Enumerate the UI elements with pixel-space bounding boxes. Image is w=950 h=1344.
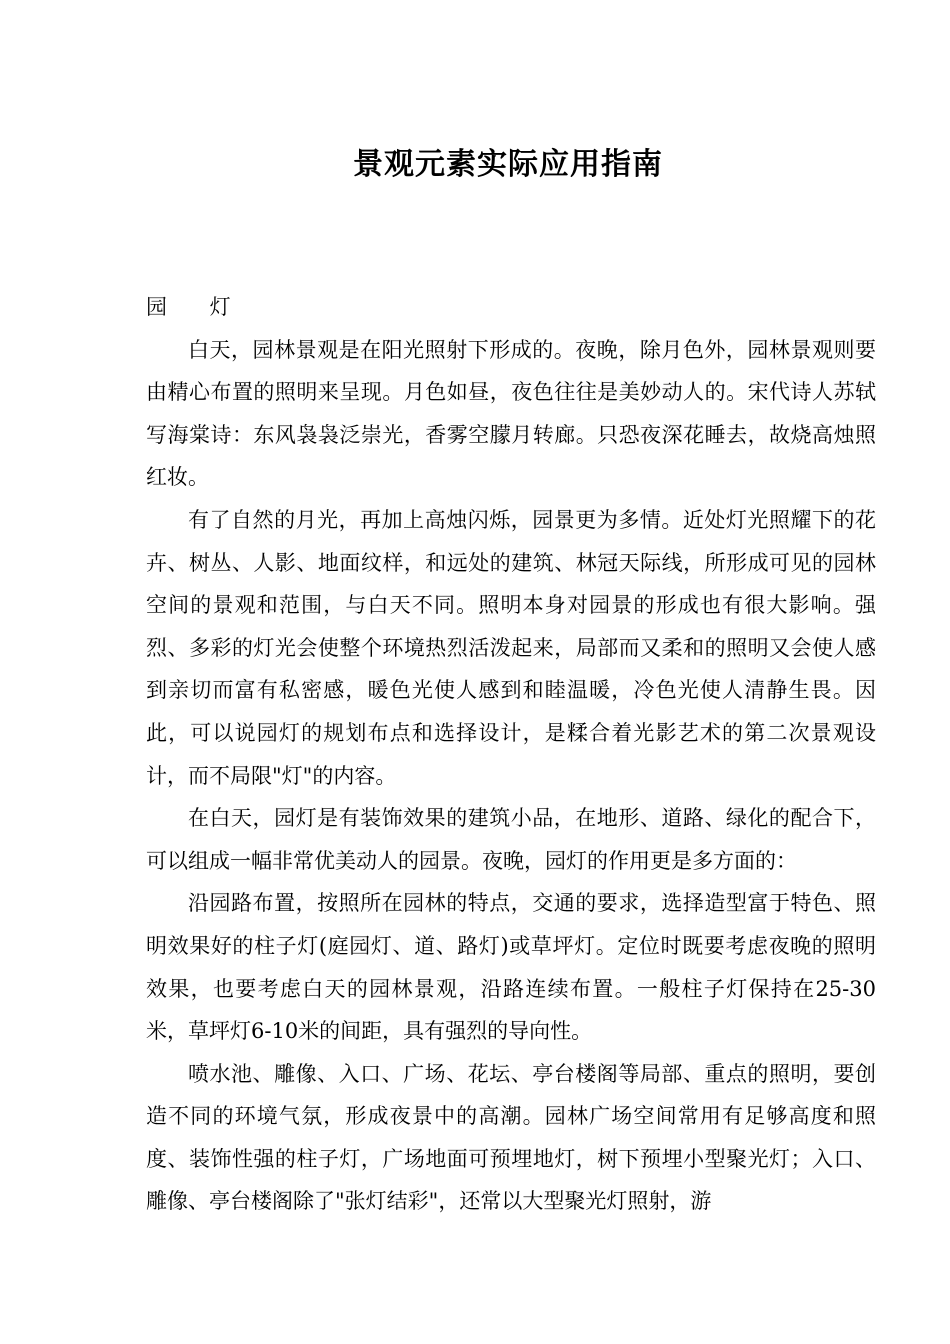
document-body [146,286,876,1223]
paragraph-5: 喷水池、雕像、入口、广场、花坛、亭台楼阁等局部、重点的照明，要创造不同的环境气氛，形成夜景中的高潮。园林广场空间常用有足够高度和照度、装饰性强的柱子灯，广场地面可预埋地灯，树下预埋小型聚光灯；入口、雕像、亭台楼阁除了"张灯结彩"，还常以大型聚光灯照射，游 [146,1061,876,1214]
paragraph-2: 有了自然的月光，再加上高烛闪烁，园景更为多情。近处灯光照耀下的花卉、树丛、人影、地面纹样，和远处的建筑、林冠天际线，所形成可见的园林空间的景观和范围，与白天不同。照明本身对园景的形成也有很大影响。强烈、多彩的灯光会使整个环境热烈活泼起来，局部而又柔和的照明又会使人感到亲切而富有私密感，暖色光使人感到和睦温暖，冷色光使人清静生畏。因此，可以说园灯的规划布点和选择设计，是糅合着光影艺术的第二次景观设计，而不局限"灯"的内容。 [146,507,876,788]
paragraph-3: 在白天，园灯是有装饰效果的建筑小品，在地形、道路、绿化的配合下，可以组成一幅非常优美动人的园景。夜晚，园灯的作用更是多方面的： [146,806,876,873]
paragraph-4: 沿园路布置，按照所在园林的特点，交通的要求，选择造型富于特色、照明效果好的柱子灯(庭园灯、道、路灯)或草坪灯。定位时既要考虑夜晚的照明效果，也要考虑白天的园林景观，沿路连续布置。一般柱子灯保持在25-30米，草坪灯6-10米的间距，具有强烈的导向性。 [146,891,876,1044]
section-heading: 园 灯 [146,295,249,319]
document-title: 景观元素实际应用指南 [353,147,663,182]
paragraph-1: 白天，园林景观是在阳光照射下形成的。夜晚，除月色外，园林景观则要由精心布置的照明来呈现。月色如昼，夜色往往是美妙动人的。宋代诗人苏轼写海棠诗：东风袅袅泛崇光，香雾空朦月转廊。只恐夜深花睡去，故烧高烛照红妆。 [146,337,876,490]
